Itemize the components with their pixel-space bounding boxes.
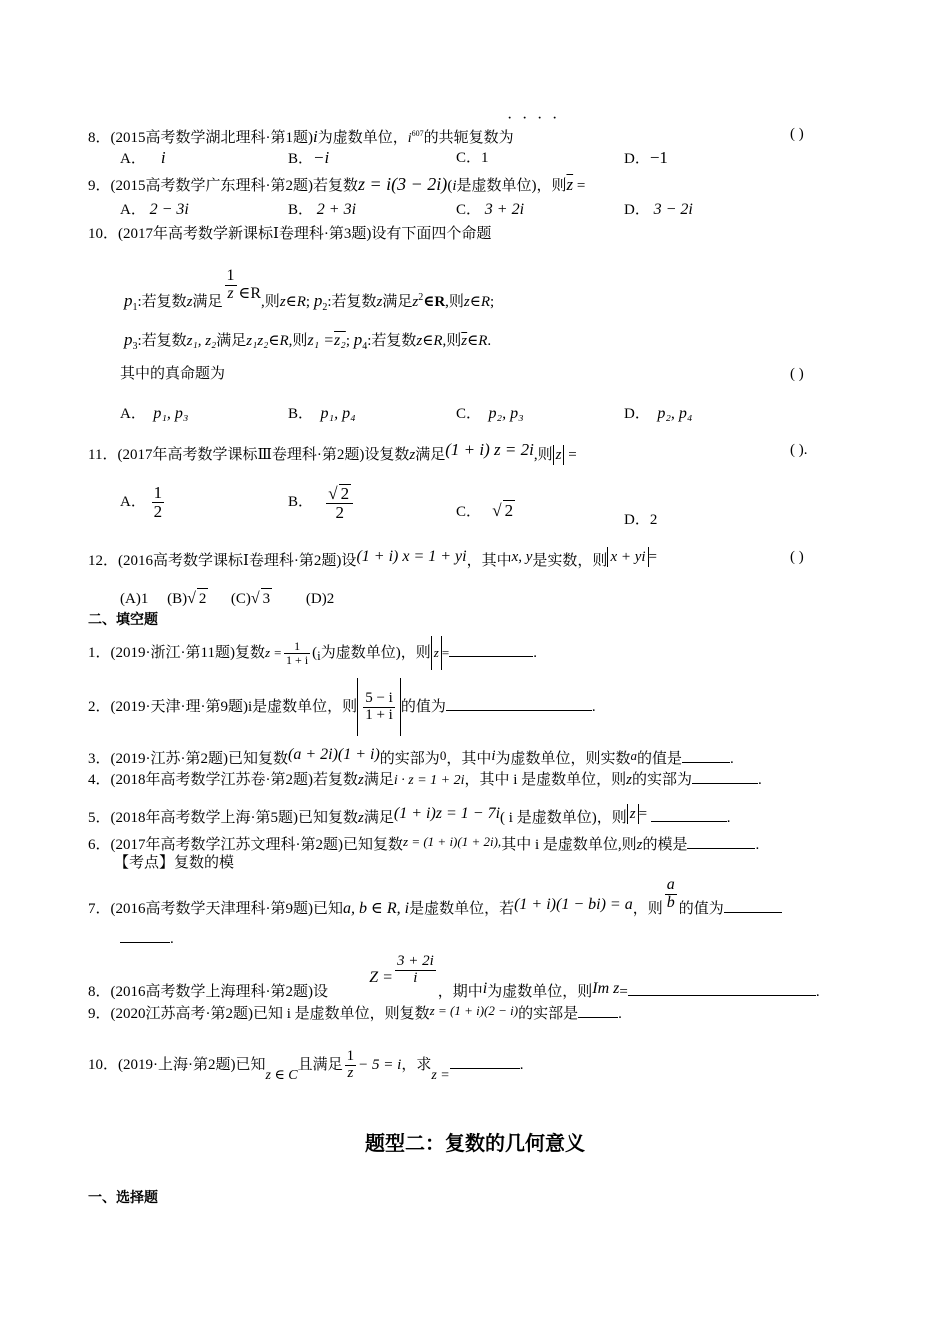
q10-answer-paren: ( ) [790, 366, 804, 382]
q8-i: i [313, 127, 318, 146]
f10-text2: ，求 [401, 1057, 432, 1073]
f3-answer-blank[interactable] [682, 748, 730, 763]
f8-number: 8． [88, 984, 111, 1000]
f8-num: 3 + 2i [396, 953, 434, 970]
f9-number: 9． [88, 1006, 111, 1022]
f3-period: . [730, 751, 734, 767]
q11-abs-z: z [553, 445, 565, 465]
p4-text1: :若复数 [367, 333, 417, 349]
q12-option-b-label: (B) [167, 591, 188, 607]
q9-option-d-value: 3 − 2i [653, 201, 693, 218]
q8-i-power-base: i [407, 131, 412, 146]
f6-text2: 的模是 [642, 837, 688, 853]
q8-power: 607 [411, 129, 424, 138]
f8-im-z: Im z [592, 980, 620, 997]
f6-period: . [755, 837, 760, 853]
q10-option-b-label: B． [288, 406, 314, 422]
f4-number: 4． [88, 772, 111, 788]
q12-answer-paren: ( ) [790, 549, 804, 565]
section-fill-in-heading: 二、填空题 [88, 612, 158, 628]
f7-number: 7． [88, 901, 111, 917]
f5-expression: (1 + i)z = 1 − 7i [393, 805, 501, 822]
f1-eq: = [441, 645, 450, 660]
q9-number: 9． [88, 178, 111, 194]
f1-abs-z: z [431, 636, 442, 670]
f6-text1: 其中 i 是虚数单位,则 [501, 837, 637, 853]
q9-i: i [452, 178, 457, 194]
p4-zbar: $\overline{z}$ [461, 333, 468, 349]
q10-prop-p3-p4 [124, 330, 491, 357]
f6-number: 6． [88, 837, 111, 853]
f1-open: ( [312, 645, 318, 661]
q11-option-c-label: C． [456, 504, 482, 520]
f8-den: i [413, 970, 418, 986]
p2-inR: ∈R [423, 293, 446, 310]
f4-answer-blank[interactable] [692, 769, 758, 784]
f8-text2: 为虚数单位，则 [487, 984, 593, 1000]
q10-source: (2017年高考数学新课标Ⅰ卷理科·第3题)设有下面四个命题 [118, 226, 492, 242]
q11-option-b-fraction: $\frac{√ 2}{2}$ [326, 484, 353, 522]
f2-period: . [591, 699, 596, 715]
q9-option-c-label: C． [456, 202, 482, 218]
q12-text1: ，其中 [466, 553, 512, 569]
f1-source: (2019·浙江·第11题)复数 [110, 645, 265, 661]
q12-stem [88, 547, 657, 571]
f10-den: z [347, 1065, 354, 1082]
p2-conclusion: z∈R [463, 293, 491, 310]
q11-text1: 满足 [415, 447, 446, 463]
p4-period: . [487, 333, 492, 349]
f7-condition: a, b ∈ R, i [343, 900, 410, 917]
f4-period: . [758, 772, 762, 788]
f5-z: z [358, 810, 364, 826]
q9-option-b-label: B． [288, 202, 314, 218]
q12-source: (2016高考数学课标Ⅰ卷理科·第2题)设 [118, 553, 357, 569]
p1-frac-den: z [227, 284, 234, 302]
q8-option-a[interactable] [120, 148, 166, 169]
f2-abs [357, 678, 401, 736]
q11-b-num: 2 [340, 483, 350, 503]
f7-text2: ，则 [632, 901, 663, 917]
q9-option-d-label: D． [624, 202, 650, 218]
f7-expression: (1 + i)(1 − bi) = a [514, 896, 633, 913]
f7-num: a [666, 876, 675, 894]
q10-option-d-label: D． [624, 406, 650, 422]
f1-stem [88, 636, 537, 673]
f4-source: (2018年高考数学江苏卷·第2题)若复数 [110, 772, 359, 788]
p3-text3: ,则 [288, 333, 308, 349]
q8-option-a-value: i [160, 148, 166, 167]
f8-i: i [482, 980, 488, 997]
p2-symbol: p [313, 290, 323, 310]
p1-subscript: 1 [132, 301, 138, 313]
f10-period: . [519, 1057, 524, 1073]
f1-period: . [533, 645, 537, 661]
q11-b-den: 2 [335, 502, 344, 522]
p2-square: 2 [418, 291, 424, 303]
f9-answer-blank[interactable] [578, 1003, 618, 1018]
q8-source: (2015高考数学湖北理科·第1题) [110, 130, 314, 146]
q10-option-c-value: p₂, p₃ [488, 405, 524, 422]
f1-number: 1． [88, 645, 111, 661]
q8-option-d-value: −1 [649, 148, 668, 167]
p1-text1: :若复数 [137, 293, 187, 310]
f2-fraction [363, 691, 395, 724]
f7-period: . [170, 931, 174, 947]
q12-option-c-label: (C) [230, 591, 251, 607]
f3-number: 3． [88, 751, 111, 767]
q9-option-c-value: 3 + 2i [484, 201, 525, 218]
q8-text2: 的共轭复数为 [423, 130, 514, 146]
f10-equation-rest: − 5 = i [358, 1057, 402, 1073]
f3-expression: (a + 2i)(1 + i) [288, 746, 380, 763]
p4-text2: ,则 [442, 333, 462, 349]
q9-option-d[interactable] [624, 200, 693, 220]
q9-source: (2015高考数学广东理科·第2题)若复数 [110, 178, 359, 194]
p4-subscript: 4 [362, 341, 368, 352]
q9-option-b-value: 2 + 3i [316, 201, 357, 218]
f10-zeq: z = [431, 1068, 450, 1083]
f4-text2: ，其中 i 是虚数单位，则 [464, 772, 627, 788]
q12-option-b[interactable]: (B)√ 2 [167, 590, 207, 607]
q9-zbar: $\overline{z}$ [566, 175, 574, 194]
q11-z: z [409, 447, 416, 463]
p1-frac-num: 1 [226, 267, 235, 284]
p1-symbol: p [124, 290, 133, 310]
q8-number: 8． [88, 130, 111, 146]
f1-text: 为虚数单位)，则 [320, 645, 431, 661]
q10-option-b-value: p₁, p₄ [320, 405, 356, 422]
f3-text3: 为虚数单位，则实数 [495, 751, 631, 767]
q8-option-a-label: A． [120, 151, 146, 167]
p4-inR: ∈R [467, 333, 488, 349]
p3-lhs: z₁ = [307, 332, 335, 349]
q8-answer-paren: ( ) [790, 126, 804, 142]
f6-source: (2017年高考数学江苏文理科·第2题)已知复数 [110, 837, 404, 853]
p1-fraction [225, 268, 237, 303]
f6-topic-tag: 【考点】复数的模 [114, 855, 235, 871]
q12-option-c[interactable]: (C)√ 3 [230, 590, 271, 607]
f1-i: i [317, 648, 321, 663]
f5-number: 5． [88, 810, 111, 826]
q9-option-c[interactable] [456, 200, 524, 220]
q12-c-value: 3 [261, 588, 273, 609]
p4-premise: z∈R [416, 333, 443, 349]
f10-text1: 且满足 [297, 1057, 343, 1073]
f5-abs-z: z [627, 804, 639, 824]
emphasis-dot: · [522, 110, 528, 127]
f3-text2: ，其中 [446, 751, 492, 767]
f8-Zeq: Z = [369, 969, 393, 986]
q11-option-b[interactable] [288, 480, 355, 524]
f2-text2: 的值为 [400, 699, 446, 715]
q12-expression: (1 + i) x = 1 + yi [356, 548, 467, 565]
f6-answer-blank[interactable] [687, 834, 755, 849]
section-title: 题型二：复数的几何意义 [365, 1131, 585, 1155]
q8-option-c[interactable] [456, 148, 489, 168]
q10-option-b[interactable] [288, 404, 356, 424]
p3-semicolon: ; [345, 333, 350, 349]
f1-answer-blank[interactable] [449, 642, 533, 657]
f3-a: a [630, 748, 638, 763]
q11-option-d[interactable]: D．2 [624, 512, 658, 528]
f1-zeq: z = [264, 645, 283, 660]
q12-eq: = [648, 549, 658, 565]
f2-i: i [248, 699, 253, 715]
q8-option-d[interactable] [624, 148, 668, 169]
q11-number: 11． [88, 447, 118, 463]
f4-z2: z [626, 772, 633, 788]
q12-number: 12． [88, 553, 119, 569]
q11-expression: (1 + i) z = 2i [445, 440, 534, 459]
f10-stem [88, 1042, 524, 1099]
p2-text3: ,则 [445, 293, 464, 310]
q8-stem [88, 124, 514, 149]
q11-option-b-label: B． [288, 494, 314, 510]
q10-option-a[interactable] [120, 404, 188, 424]
q9-text: 是虚数单位)，则 [456, 178, 567, 194]
p3-z1z2: z₁, z₂ [186, 333, 217, 349]
f5-period: . [726, 810, 731, 826]
q9-stem [88, 174, 585, 196]
f10-num: 1 [346, 1048, 355, 1065]
f9-stem [88, 1001, 622, 1024]
f9-expression: z = (1 + i)(2 − i) [429, 1003, 519, 1018]
p3-symbol: p [124, 330, 133, 349]
f8-eq: = [619, 984, 628, 1000]
q9-option-b[interactable] [288, 200, 356, 220]
q11-text2: ,则 [533, 447, 553, 463]
p3-subscript: 3 [132, 341, 138, 352]
f4-text3: 的实部为 [632, 772, 693, 788]
f8-source: (2016高考数学上海理科·第2题)设 [110, 984, 329, 1000]
f10-source: (2019·上海·第2题)已知 [118, 1057, 266, 1073]
p1-inR: ∈R [238, 284, 262, 302]
q11-a-num: 1 [153, 483, 163, 503]
f2-source: (2019·天津·理·第9题) [110, 699, 248, 715]
f8-period: . [815, 984, 820, 1000]
q10-stem [88, 224, 491, 244]
p2-text1: :若复数 [327, 293, 377, 310]
f7-text1: 是虚数单位，若 [409, 901, 515, 917]
p2-z-base: z [412, 293, 419, 310]
emphasis-dot: · [537, 110, 543, 127]
p3-text1: :若复数 [137, 333, 187, 349]
p1-semicolon: ; [305, 293, 311, 310]
f1-fraction [284, 640, 310, 666]
f2-text1: 是虚数单位，则 [252, 699, 358, 715]
q8-option-b-value: −i [313, 148, 330, 167]
f4-text1: 满足 [363, 772, 394, 788]
f5-answer-blank[interactable] [651, 807, 727, 822]
f3-i: i [491, 748, 496, 764]
q12-option-a[interactable]: (A)1 [120, 591, 149, 607]
emphasis-dot: · [507, 110, 513, 127]
q8-option-c-label: C． [456, 150, 482, 166]
f2-stem [88, 678, 596, 736]
f6-z: z [636, 837, 643, 853]
f10-z-in-C: z ∈ C [265, 1068, 298, 1083]
p1-text3: ,则 [261, 293, 280, 310]
f9-text1: 的实部是 [518, 1006, 579, 1022]
f5-stem [88, 804, 731, 828]
q8-option-b[interactable] [288, 148, 329, 169]
f3-text1: 的实部为 [379, 751, 440, 767]
f7-answer-blank-2[interactable] [120, 928, 170, 943]
f7-continuation [120, 928, 174, 949]
q11-answer-paren: ( ). [790, 442, 808, 458]
q9-option-a-label: A． [120, 202, 146, 218]
q12-text2: 是实数，则 [532, 553, 608, 569]
f6-stem [88, 832, 759, 855]
q12-option-d[interactable]: (D)2 [305, 591, 335, 607]
f5-source: (2018年高考数学上海·第5题)已知复数 [110, 810, 359, 826]
p2-z: z [376, 293, 383, 310]
q12-options [120, 588, 334, 609]
q9-open: ( [447, 178, 453, 194]
f8-answer-blank[interactable] [628, 981, 816, 996]
q10-option-d[interactable] [624, 404, 692, 424]
q11-a-den: 2 [153, 502, 163, 522]
f10-number: 10． [88, 1057, 119, 1073]
f2-den: 1 + i [365, 707, 393, 724]
f5-text2: ( i 是虚数单位)，则 [500, 810, 627, 826]
f4-stem [88, 769, 762, 791]
p1-z: z [186, 293, 193, 310]
q11-option-a-fraction [152, 484, 165, 521]
f10-fraction [345, 1049, 357, 1082]
q10-option-c[interactable] [456, 404, 524, 424]
q8-option-c-value: 1 [481, 150, 489, 166]
q10-option-d-value: p₂, p₄ [657, 405, 693, 422]
q8-option-d-label: D． [624, 151, 650, 167]
q9-eq: = [576, 178, 586, 194]
f10-answer-blank[interactable] [450, 1054, 520, 1069]
q12-abs: x + yi [607, 547, 648, 567]
q12-b-value: 2 [197, 588, 209, 609]
p2-subscript: 2 [322, 301, 328, 313]
q10-option-a-label: A． [120, 406, 146, 422]
f3-zero: 0 [439, 748, 447, 763]
p2-semicolon: ; [490, 293, 495, 310]
p3-conj-z2: z₂ [334, 332, 346, 349]
p3-product: z₁z₂∈R [246, 333, 289, 349]
q11-eq: = [568, 447, 577, 463]
q11-option-a-label: A． [120, 494, 146, 510]
f8-text1: ，期中 [437, 984, 483, 1000]
q10-option-c-label: C． [456, 406, 482, 422]
f4-z: z [358, 772, 364, 788]
f3-source: (2019·江苏·第2题)已知复数 [110, 751, 288, 767]
f2-answer-blank[interactable] [446, 696, 592, 711]
q11-option-a[interactable] [120, 480, 166, 524]
f6-expression: z = (1 + i)(1 + 2i), [403, 834, 502, 849]
p1-text2: 满足 [192, 293, 223, 310]
q8-option-b-label: B． [288, 151, 314, 167]
q11-source: (2017年高考数学课标Ⅲ卷理科·第2题)设复数 [117, 447, 410, 463]
q10-question: 其中的真命题为 [120, 366, 226, 382]
f7-text3: 的值为 [678, 901, 724, 917]
f8-fraction [395, 954, 436, 987]
p1-conclusion: z∈R [279, 293, 306, 310]
f9-period: . [618, 1006, 622, 1022]
q10-number: 10． [88, 226, 119, 242]
emphasis-dot: · [552, 110, 558, 127]
q10-prop-p1-p2 [124, 268, 494, 328]
f7-fraction [665, 877, 677, 912]
p2-text2: 满足 [382, 293, 413, 310]
p3-text2: 满足 [216, 333, 247, 349]
q9-expression: z = i(3 − 2i) [358, 174, 448, 194]
p4-symbol: p [353, 330, 363, 349]
q12-xy: x, y [511, 549, 533, 565]
f7-den: b [666, 894, 675, 911]
f9-source: (2020江苏高考·第2题)已知 i 是虚数单位，则复数 [110, 1006, 430, 1022]
f5-eq: = [638, 806, 648, 822]
f1-num: 1 [284, 640, 310, 654]
f3-stem [88, 745, 734, 769]
f5-text1: 满足 [363, 810, 394, 826]
q11-c-value: 2 [504, 501, 514, 520]
f3-text4: 的值是 [637, 751, 683, 767]
f7-stem [88, 876, 782, 938]
f4-expression: i · z = 1 + 2i [393, 773, 465, 788]
q9-option-a-value: 2 − 3i [149, 201, 189, 218]
q10-option-a-value: p₁, p₃ [153, 405, 189, 422]
f7-answer-blank[interactable] [724, 898, 782, 913]
section-choice-heading: 一、选择题 [88, 1190, 158, 1206]
q11-option-c[interactable]: C． √ 2 [456, 501, 514, 520]
q11-stem [88, 440, 577, 465]
f1-den: 1 + i [286, 653, 309, 668]
f2-number: 2． [88, 699, 111, 715]
f2-num: 5 − i [365, 690, 393, 707]
q9-option-a[interactable] [120, 200, 189, 220]
q8-text1: 为虚数单位， [317, 130, 408, 146]
f7-source: (2016高考数学天津理科·第9题)已知 [110, 901, 344, 917]
